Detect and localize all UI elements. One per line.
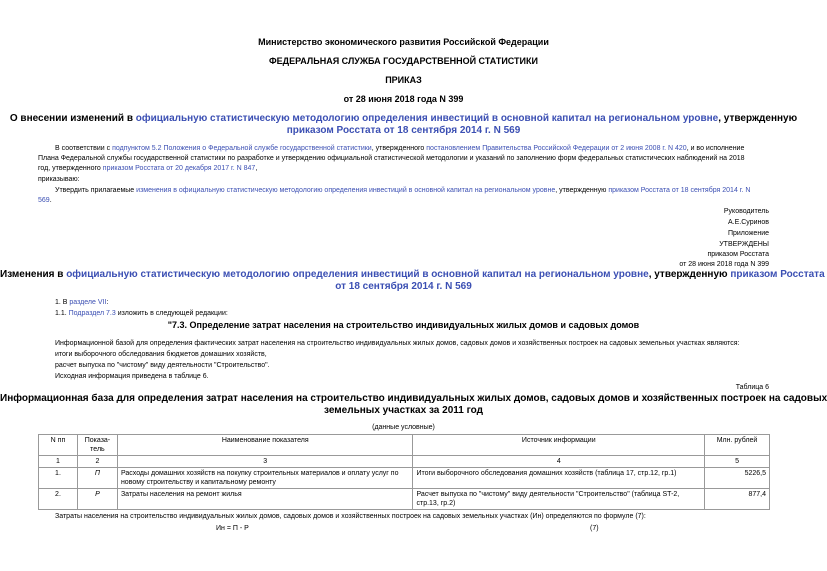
item-1 bbox=[55, 298, 108, 308]
title-link-methodology[interactable]: официальную статистическую методологию определения инвестиций в основной капитал на региональном уровне bbox=[135, 113, 719, 124]
row-name: Затраты населения на ремонт жилья bbox=[117, 489, 413, 510]
row-value: 877,4 bbox=[705, 489, 770, 510]
ministry-name: Министерство экономического развития Российской Федерации bbox=[258, 37, 549, 47]
table-6-title-line2: земельных участках за 2011 год bbox=[324, 405, 483, 416]
body-line3: расчет выпуска по "чистому" виду деятельности "Строительство". bbox=[55, 362, 270, 369]
table-6-subtitle: (данные условные) bbox=[372, 424, 435, 431]
signature-role: Руководитель bbox=[723, 208, 769, 215]
row-number: 2. bbox=[39, 489, 78, 510]
row-value: 5226,5 bbox=[705, 468, 770, 489]
changes-link-methodology[interactable]: официальную статистическую методологию определения инвестиций в основной капитал на региональном уровне bbox=[66, 269, 649, 280]
link-subsection-7-3[interactable]: Подраздел 7.3 bbox=[68, 310, 116, 317]
approved-by-order: приказом Росстата bbox=[707, 251, 769, 258]
title-link-order-569[interactable]: приказом Росстата от 18 сентября 2014 г. N 569 bbox=[286, 125, 521, 136]
table-6-label: Таблица 6 bbox=[735, 384, 769, 391]
doc-type: ПРИКАЗ bbox=[385, 75, 422, 85]
service-name: ФЕДЕРАЛЬНАЯ СЛУЖБА ГОСУДАРСТВЕННОЙ СТАТИСТИКИ bbox=[269, 56, 538, 66]
header-cell: N пп bbox=[39, 435, 78, 456]
changes-title-text: Изменения в bbox=[0, 269, 67, 280]
appendix-label: Приложение bbox=[727, 230, 769, 237]
row-number: 1. bbox=[39, 468, 78, 489]
order-text: Утвердить прилагаемые bbox=[55, 187, 137, 194]
link-regulation-5-2[interactable]: подпунктом 5.2 Положения о Федеральной службе государственной статистики bbox=[112, 145, 372, 152]
header-cell: Показа-тель bbox=[77, 435, 117, 456]
preamble-text: , и во исполнение bbox=[686, 145, 745, 152]
link-section-vii[interactable]: разделе VII bbox=[69, 299, 107, 306]
section-7-3-title: "7.3. Определение затрат населения на строительство индивидуальных жилых домов и садовых домов bbox=[167, 320, 640, 330]
preamble-line2: Плана Федеральной службы государственной статистики по разработке и утверждению официальной статистической методологии и указаний по заполнению форм федеральных статистических наблюдений на 2018 bbox=[38, 155, 745, 162]
changes-title-line2 bbox=[0, 281, 807, 293]
header-cell: Наименование показателя bbox=[117, 435, 413, 456]
title-text-2: , утвержденную bbox=[718, 113, 798, 124]
number-cell: 1 bbox=[39, 456, 78, 468]
preamble-text: , утвержденного bbox=[371, 145, 427, 152]
changes-link-order[interactable]: приказом Росстата bbox=[730, 269, 825, 280]
row-source: Итоги выборочного обследования домашних хозяйств (таблица 17, стр.12, гр.1) bbox=[413, 468, 705, 489]
doc-title-line1 bbox=[0, 113, 807, 125]
approved-order-date: от 28 июня 2018 года N 399 bbox=[679, 261, 769, 268]
order-text: , утвержденную bbox=[555, 187, 609, 194]
row-indicator: П bbox=[77, 468, 117, 489]
link-order-847[interactable]: приказом Росстата от 20 декабря 2017 г. N 847 bbox=[102, 165, 256, 172]
preamble-text: В соответствии с bbox=[55, 145, 113, 152]
item-1-1 bbox=[55, 309, 228, 319]
changes-title-line1 bbox=[0, 269, 825, 281]
row-name: Расходы домашних хозяйств на покупку строительных материалов и оплату услуг по новому строительству и капитальному ремонту bbox=[117, 468, 413, 489]
body-line1: Информационной базой для определения фактических затрат населения на строительство индивидуальных жилых домов, садовых домов и хозяйственных построек на садовых земельных участках являются: bbox=[55, 340, 740, 347]
order-text: . bbox=[49, 197, 52, 204]
table-number-row bbox=[39, 456, 770, 468]
row-indicator: Р bbox=[77, 489, 117, 510]
order-line2 bbox=[38, 196, 52, 206]
item-text: 1. В bbox=[55, 299, 70, 306]
doc-date: от 28 июня 2018 года N 399 bbox=[343, 94, 464, 104]
formula-number: (7) bbox=[590, 525, 599, 532]
preamble-text: , bbox=[255, 165, 258, 172]
formula: Ин = П - Р bbox=[216, 525, 249, 532]
preamble-text: год, утвержденного bbox=[38, 165, 103, 172]
header-cell: Млн. рублей bbox=[705, 435, 770, 456]
link-changes[interactable]: изменения в официальную статистическую методологию определения инвестиций в основной капитал на региональном уровне bbox=[136, 187, 556, 194]
body-line2: итоги выборочного обследования бюджетов домашних хозяйств, bbox=[55, 351, 267, 358]
number-cell: 5 bbox=[705, 456, 770, 468]
number-cell: 4 bbox=[413, 456, 705, 468]
title-text: О внесении изменений в bbox=[9, 113, 136, 124]
table-row bbox=[39, 489, 770, 510]
changes-title-text: , утвержденную bbox=[648, 269, 731, 280]
header-cell: Источник информации bbox=[413, 435, 705, 456]
doc-title-line2 bbox=[0, 125, 807, 137]
link-order-569-a[interactable]: приказом Росстата от 18 сентября 2014 г. N bbox=[608, 187, 751, 194]
link-order-569-b[interactable]: 569 bbox=[38, 197, 50, 204]
table-6-title-line1: Информационная база для определения затрат населения на строительство индивидуальных жилых домов, садовых домов и хозяйственных построек на садовых bbox=[0, 393, 827, 404]
item-text: 1.1. bbox=[55, 310, 69, 317]
link-decree-420[interactable]: постановлением Правительства Российской Федерации от 2 июня 2008 г. N 420 bbox=[426, 145, 687, 152]
preamble-line3 bbox=[38, 164, 257, 174]
preamble-order-word: приказываю: bbox=[38, 176, 80, 183]
row-source: Расчет выпуска по "чистому" виду деятельности "Строительство" (таблица ST-2, стр.13, гр.2) bbox=[413, 489, 705, 510]
approved-label: УТВЕРЖДЕНЫ bbox=[719, 241, 769, 248]
item-text: : bbox=[106, 299, 109, 306]
item-text: изложить в следующей редакции: bbox=[115, 310, 228, 317]
preamble-line1 bbox=[55, 144, 744, 154]
table-6 bbox=[38, 434, 770, 510]
changes-link-order-date[interactable]: от 18 сентября 2014 г. N 569 bbox=[335, 281, 472, 292]
signature-name: А.Е.Суринов bbox=[728, 219, 769, 226]
table-header-row bbox=[39, 435, 770, 456]
body-line4: Исходная информация приведена в таблице 6. bbox=[55, 373, 209, 380]
table-row bbox=[39, 468, 770, 489]
order-line1 bbox=[55, 186, 750, 196]
number-cell: 3 bbox=[117, 456, 413, 468]
number-cell: 2 bbox=[77, 456, 117, 468]
footer-text: Затраты населения на строительство индивидуальных жилых домов, садовых домов и хозяйственных построек на садовых земельных участках (Ин) определяются по формуле (7): bbox=[55, 513, 646, 520]
